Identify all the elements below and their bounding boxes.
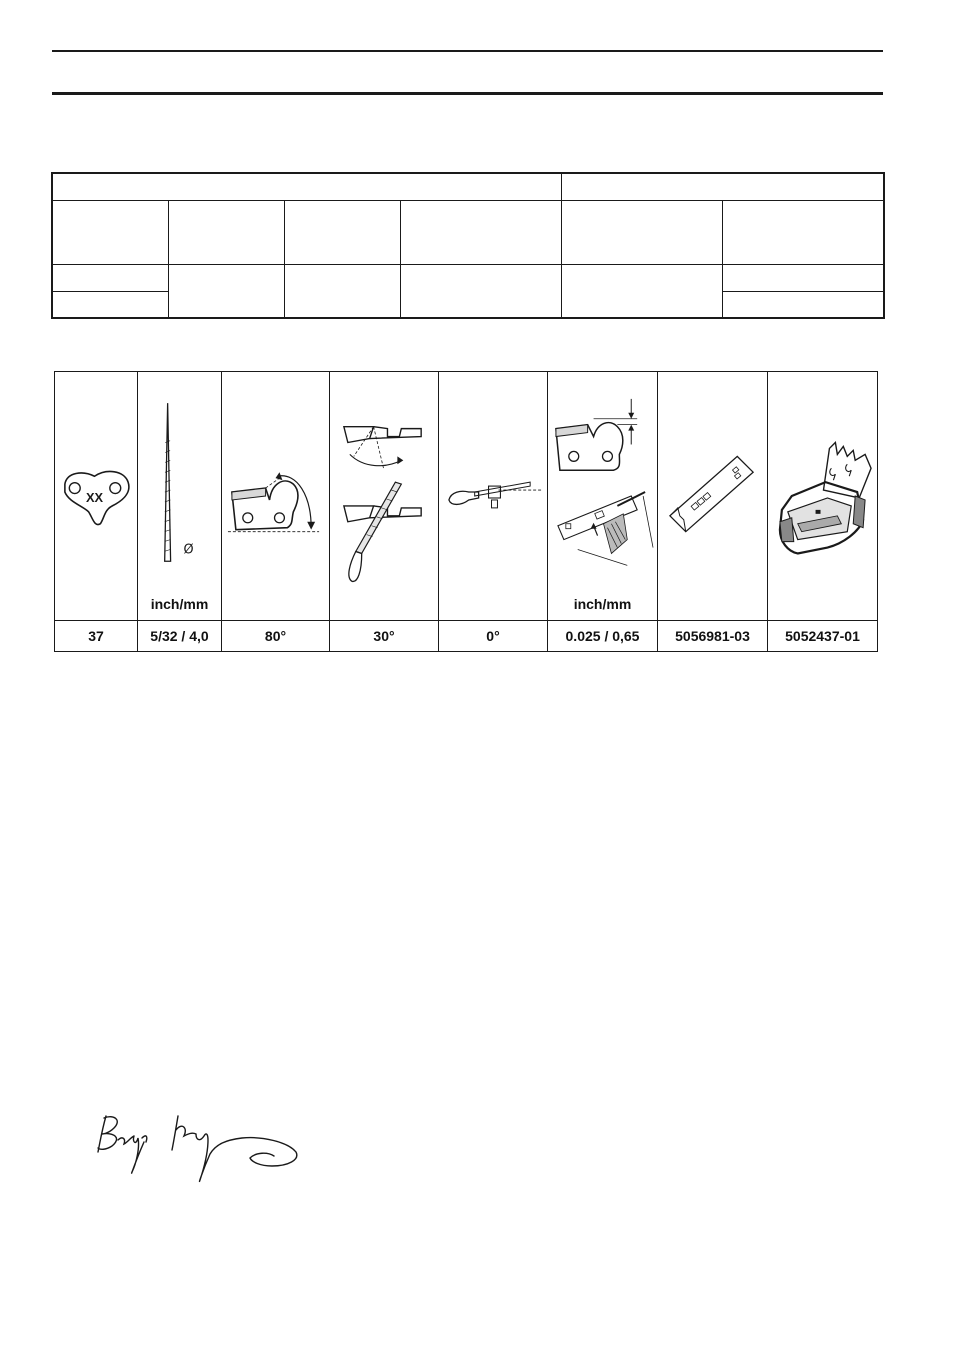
file-guide-part-number: 5052437-01	[768, 621, 878, 652]
file-guide-cell	[768, 372, 878, 621]
filing-angle-value: 30°	[330, 621, 439, 652]
signature	[92, 1108, 302, 1188]
spec-subheader-cell	[400, 200, 561, 264]
diameter-symbol: Ø	[183, 542, 194, 558]
spec-subheader-cell	[52, 200, 168, 264]
depth-gauge-cell	[548, 372, 658, 621]
top-plate-angle-cell	[222, 372, 330, 621]
depth-gauge-tool-cell	[658, 372, 768, 621]
cutter-top-angle-icon	[222, 372, 329, 620]
spec-cell	[52, 291, 168, 318]
sharpening-table	[54, 371, 878, 652]
spec-cell	[400, 264, 561, 318]
spec-cell	[52, 264, 168, 291]
spec-header-left	[52, 173, 561, 200]
file-holder-icon	[439, 372, 547, 620]
spec-cell	[168, 264, 284, 318]
drive-link-marking: XX	[85, 489, 104, 505]
top-plate-angle-value: 80°	[222, 621, 330, 652]
spec-cell	[284, 264, 400, 318]
drive-link-icon	[55, 372, 137, 620]
header-rule-bottom	[52, 92, 883, 95]
header-rule-top	[52, 50, 883, 52]
filing-angle-cell	[330, 372, 439, 621]
spec-subheader-cell	[722, 200, 884, 264]
depth-gauge-value: 0.025 / 0,65	[548, 621, 658, 652]
spec-subheader-cell	[168, 200, 284, 264]
file-angle-icon	[330, 372, 438, 620]
file-diameter-cell	[138, 372, 222, 621]
file-unit-label: inch/mm	[150, 596, 209, 612]
depth-gauge-tool-part-number: 5056981-03	[658, 621, 768, 652]
drive-link-value: 37	[55, 621, 138, 652]
file-holder-angle-cell	[439, 372, 548, 621]
spec-subheader-cell	[284, 200, 400, 264]
file-guide-icon	[768, 372, 877, 620]
spec-cell	[722, 291, 884, 318]
depth-gauge-unit-label: inch/mm	[573, 596, 632, 612]
specification-table	[51, 172, 885, 319]
spec-header-right	[561, 173, 884, 200]
depth-gauge-icon	[548, 372, 657, 620]
drive-link-cell	[55, 372, 138, 621]
file-diameter-value: 5/32 / 4,0	[138, 621, 222, 652]
round-file-icon	[138, 372, 221, 620]
spec-subheader-cell	[561, 200, 722, 264]
spec-cell	[561, 264, 722, 318]
file-holder-angle-value: 0°	[439, 621, 548, 652]
depth-gauge-tool-icon	[658, 372, 767, 620]
spec-cell	[722, 264, 884, 291]
